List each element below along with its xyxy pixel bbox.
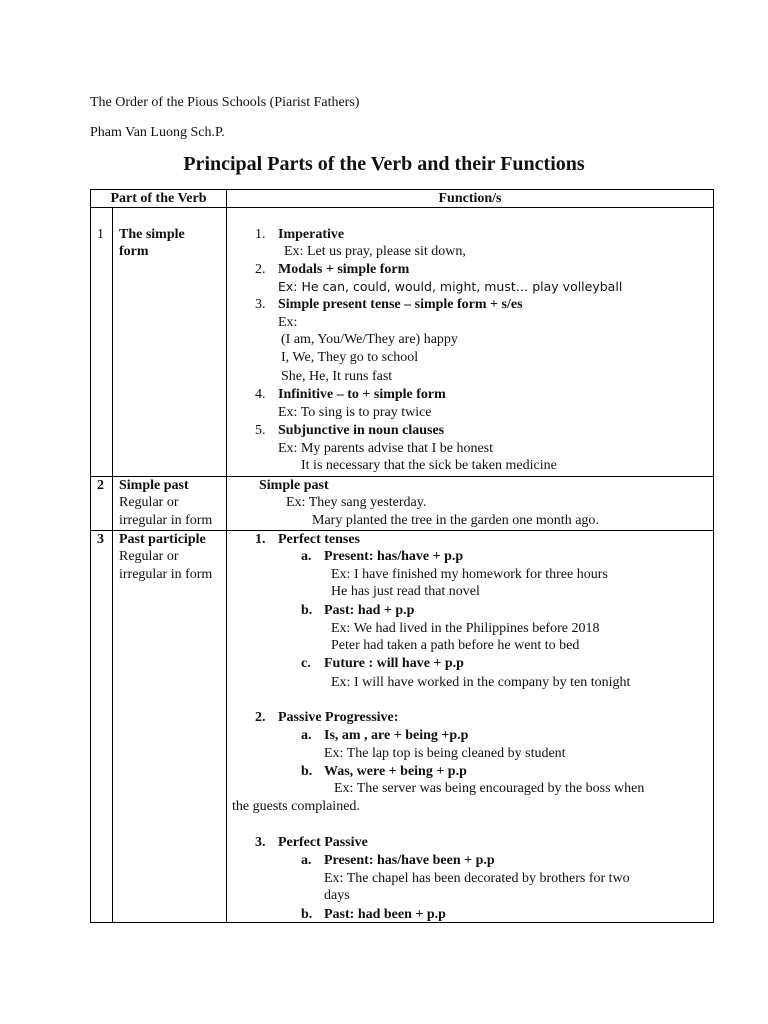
list-marker: a. <box>301 853 312 868</box>
row-number: 1 <box>97 227 104 242</box>
function-subheading: Past: had been + p.p <box>324 907 446 922</box>
example-text: Ex: The server was being encouraged by the boss when <box>334 781 645 796</box>
list-marker: 2. <box>255 710 266 725</box>
example-text: Ex: We had lived in the Philippines before 2018 <box>331 621 600 636</box>
header-organization: The Order of the Pious Schools (Piarist Fathers) <box>90 95 360 110</box>
part-label: form <box>119 244 149 259</box>
example-text: He has just read that novel <box>331 584 480 599</box>
document-title: Principal Parts of the Verb and their Functions <box>183 153 585 175</box>
part-label: Regular or <box>119 549 179 564</box>
example-text: Ex: The chapel has been decorated by brothers for two <box>324 871 630 886</box>
function-subheading: Present: has/have + p.p <box>324 549 464 564</box>
column-header-part: Part of the Verb <box>110 191 207 206</box>
function-subheading: Was, were + being + p.p <box>324 764 467 779</box>
example-text: Peter had taken a path before he went to bed <box>331 638 580 653</box>
list-marker: 3. <box>255 835 266 850</box>
list-marker: 3. <box>255 297 266 312</box>
part-label: Simple past <box>119 478 189 493</box>
list-marker: 2. <box>255 262 266 277</box>
table-number-divider <box>112 207 113 922</box>
example-text: Ex: <box>278 315 298 330</box>
example-text: Ex: To sing is to pray twice <box>278 405 432 420</box>
list-marker: 1. <box>255 532 266 547</box>
example-text: Ex: They sang yesterday. <box>286 495 427 510</box>
example-text: Ex: My parents advise that I be honest <box>278 441 494 456</box>
function-heading: Subjunctive in noun clauses <box>278 423 445 438</box>
list-marker: c. <box>301 656 311 671</box>
column-header-function: Function/s <box>438 191 502 206</box>
function-heading: Passive Progressive: <box>278 710 399 725</box>
function-heading: Perfect tenses <box>278 532 361 547</box>
header-author: Pham Van Luong Sch.P. <box>90 125 225 140</box>
example-text: It is necessary that the sick be taken medicine <box>301 458 557 473</box>
function-subheading: Future : will have + p.p <box>324 656 464 671</box>
list-marker: 4. <box>255 387 266 402</box>
part-label: Regular or <box>119 495 179 510</box>
list-marker: a. <box>301 728 312 743</box>
part-label: Past participle <box>119 532 206 547</box>
example-text: the guests complained. <box>232 799 360 814</box>
example-text: (I am, You/We/They are) happy <box>281 332 458 347</box>
function-heading: Simple present tense – simple form + s/es <box>278 297 523 312</box>
example-text: Mary planted the tree in the garden one month ago. <box>312 513 599 528</box>
table-border-left <box>90 189 91 922</box>
row-number: 3 <box>97 532 104 547</box>
table-header-divider <box>90 207 714 208</box>
part-label: irregular in form <box>119 513 213 528</box>
list-marker: 5. <box>255 423 266 438</box>
example-text: Ex: I will have worked in the company by ten tonight <box>331 675 631 690</box>
list-marker: a. <box>301 549 312 564</box>
example-text: I, We, They go to school <box>281 350 419 365</box>
function-heading: Infinitive – to + simple form <box>278 387 446 402</box>
table-border-right <box>713 189 714 922</box>
list-marker: b. <box>301 603 313 618</box>
function-heading: Simple past <box>259 478 329 493</box>
example-text: days <box>324 888 350 903</box>
list-marker: b. <box>301 764 313 779</box>
table-column-divider <box>226 189 227 922</box>
function-subheading: Present: has/have been + p.p <box>324 853 495 868</box>
list-marker: 1. <box>255 227 266 242</box>
list-marker: b. <box>301 907 313 922</box>
function-heading: Modals + simple form <box>278 262 410 277</box>
function-subheading: Past: had + p.p <box>324 603 415 618</box>
example-text: Ex: I have finished my homework for three hours <box>331 567 608 582</box>
row-number: 2 <box>97 478 104 493</box>
part-label: irregular in form <box>119 567 213 582</box>
part-label: The simple <box>119 227 185 242</box>
example-text: She, He, It runs fast <box>281 369 393 384</box>
function-heading: Imperative <box>278 227 345 242</box>
function-subheading: Is, am , are + being +p.p <box>324 728 469 743</box>
example-text: Ex: He can, could, would, might, must… play volleyball <box>278 279 623 294</box>
function-heading: Perfect Passive <box>278 835 368 850</box>
example-text: Ex: Let us pray, please sit down, <box>284 244 466 259</box>
example-text: Ex: The lap top is being cleaned by student <box>324 746 566 761</box>
